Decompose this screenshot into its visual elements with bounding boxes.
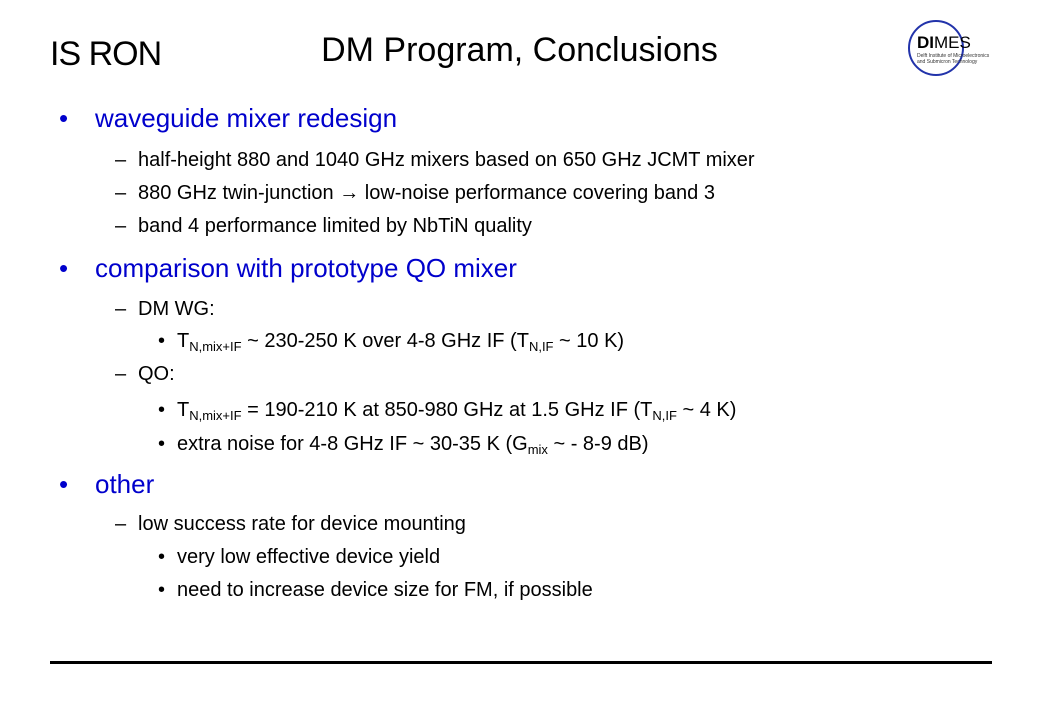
bullet-level3: • very low effective device yield bbox=[158, 546, 441, 568]
bullet-level1: • other bbox=[59, 469, 155, 499]
bullet-level2: – band 4 performance limited by NbTiN quality bbox=[115, 215, 532, 237]
bullet-level2: – 880 GHz twin-junction → low-noise performance covering band 3 bbox=[115, 182, 715, 204]
isron-logo: IS RON bbox=[50, 35, 162, 73]
slide-title: DM Program, Conclusions bbox=[321, 31, 718, 69]
bullet-level2: – low success rate for device mounting bbox=[115, 513, 466, 535]
bullet-level3: • $T_{N,mix+IF} = 190-210$ K at 850-980 GHz at 1.5 GHz IF ($T_{N,IF}$ ~ 4 K) bbox=[158, 399, 737, 423]
bullet-level3: • need to increase device size for FM, if possible bbox=[158, 579, 593, 601]
footer-divider bbox=[50, 661, 992, 664]
bullet-level2: – DM WG: bbox=[115, 298, 215, 320]
dimes-logo-word: DIMES bbox=[917, 33, 971, 52]
dimes-logo-subtitle: Delft Institute of Microelectronics and Submicron Technology bbox=[917, 53, 990, 65]
bullet-level3: • $T_{N,mix+IF}$ ~ 230-250 K over 4-8 GHz IF ($T_{N,IF}$ ~ 10 K) bbox=[158, 330, 625, 354]
bullet-level2: – half-height 880 and 1040 GHz mixers based on 650 GHz JCMT mixer bbox=[115, 149, 755, 171]
bullet-level2: – QO: bbox=[115, 363, 175, 385]
bullet-level1: • comparison with prototype QO mixer bbox=[59, 253, 517, 283]
bullet-level1: • waveguide mixer redesign bbox=[59, 103, 398, 133]
bullet-level3: • extra noise for 4-8 GHz IF ~ 30-35 K ($G_{mix}$ ~ - 8-9 dB) bbox=[158, 433, 649, 457]
